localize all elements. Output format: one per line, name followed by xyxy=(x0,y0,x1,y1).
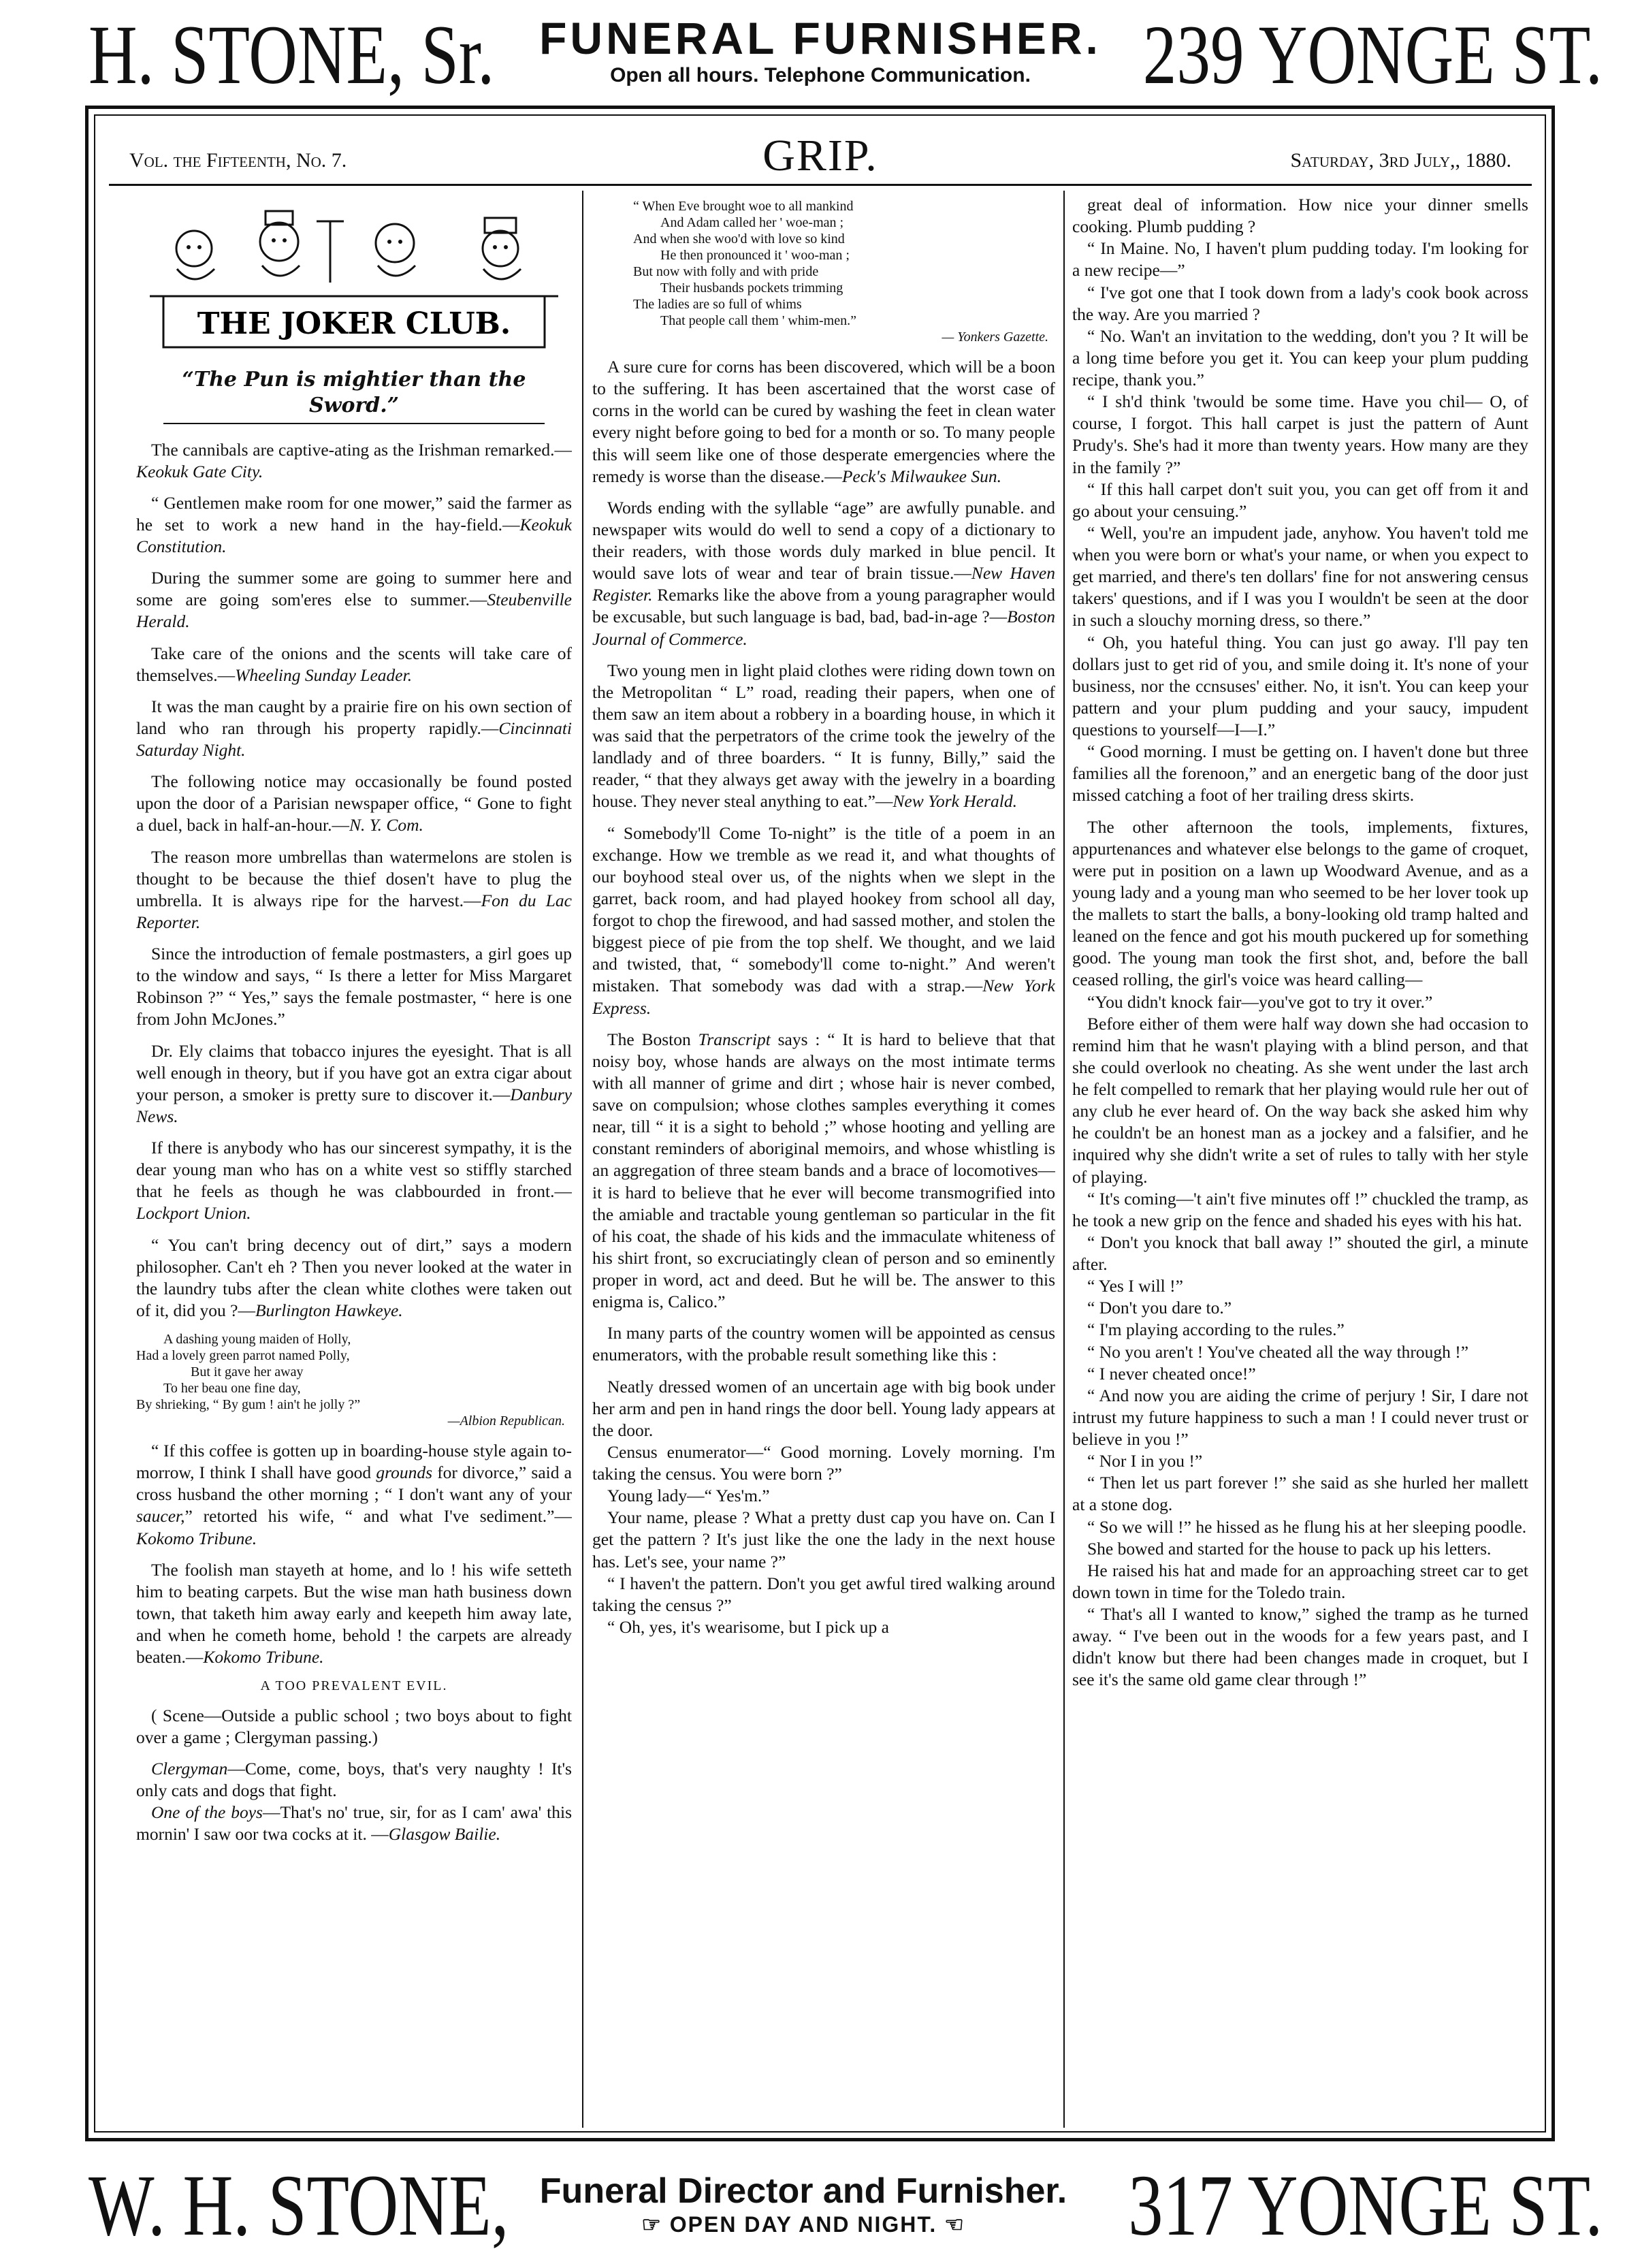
paragraph: She bowed and started for the house to pack up his letters. xyxy=(1087,1538,1492,1559)
paragraph: A sure cure for corns has been discovered, which will be a boon to the suffering. It has been ascertained that the worst case of corns in the world can be cured by washing the feet in clean water every night before going to bed for a month or so. To many people this will seem like one of those desperate emergencies where the remedy is worse than the disease.—Peck's Milwaukee Sun. xyxy=(592,357,1055,486)
paragraph: One of the boys—That's no' true, sir, for as I cam' awa' this mornin' I saw oor twa cocks at it. —Glasgow Bailie. xyxy=(136,1802,572,1844)
masthead xyxy=(109,126,1532,180)
paragraph: “ I've got one that I took down from a lady's cook book across the way. Are you married ? xyxy=(1072,282,1528,324)
section-motto: “The Pun is mightier than the Sword.” xyxy=(182,368,526,417)
masthead-rule xyxy=(109,184,1532,186)
paragraph: Clergyman—Come, come, boys, that's very naughty ! It's only cats and dogs that fight. xyxy=(136,1758,572,1800)
top-ad-name: H. STONE, Sr. xyxy=(89,8,495,101)
poem: “ When Eve brought woe to all mankind And Adam called her ' woe-man ; And when she woo'd with love so kind He then pronounced it ' woo-man ; But now with folly and with pride Their husbands pockets trimming The ladies are so full of whims That people call them ' whim-men.” — Yonkers Gazette. xyxy=(592,198,1055,345)
paragraph: “ Don't you dare to.” xyxy=(1087,1298,1232,1318)
top-ad-subtitle: Open all hours. Telephone Communication. xyxy=(610,64,1031,86)
banner-text: THE JOKER CLUB. xyxy=(197,306,511,341)
paragraph: In many parts of the country women will be appointed as census enumerators, with the probable result something like this : xyxy=(592,1323,1055,1365)
paragraph: “ Nor I in you !” xyxy=(1087,1451,1203,1471)
source-citation: Glasgow Bailie. xyxy=(388,1824,501,1844)
paragraph: “ That's all I wanted to know,” sighed the tramp as he turned away. “ I've been out in the woods for a few years past, and I didn't know but there had been changes made in croquet, but I see it's the same old game clear through !” xyxy=(1072,1604,1528,1690)
paragraph: It was the man caught by a prairie fire on his own section of land who ran through his property rapidly.—Cincinnati Saturday Night. xyxy=(136,696,572,761)
paragraph: The reason more umbrellas than watermelons are stolen is thought to be because the thief dosen't have to plug the umbrella. It is always ripe for the harvest.—Fon du Lac Reporter. xyxy=(136,846,572,932)
bottom-ad-address: 317 YONGE ST. xyxy=(1128,2157,1603,2254)
source-citation: Keokuk Gate City. xyxy=(136,461,263,481)
source-citation: Peck's Milwaukee Sun. xyxy=(841,466,1001,486)
paragraph: “ I'm playing according to the rules.” xyxy=(1087,1320,1345,1340)
paragraph: Take care of the onions and the scents will take care of themselves.—Wheeling Sunday Leader. xyxy=(136,643,572,685)
limerick: A dashing young maiden of Holly, Had a lovely green parrot named Polly, But it gave her away To her beau one fine day, By shrieking, “ By gum ! ain't he jolly ?” —Albion Republican. xyxy=(136,1331,572,1429)
bottom-ad-name: W. H. STONE, xyxy=(89,2157,509,2254)
source-citation: Danbury News. xyxy=(136,1084,572,1126)
paragraph: “You didn't knock fair—you've got to try it over.” xyxy=(1087,991,1433,1012)
paragraph: “ I haven't the pattern. Don't you get awful tired walking around taking the census ?” xyxy=(592,1573,1055,1615)
paragraph: If there is anybody who has our sincerest sympathy, it is the dear young man who has on a white vest so stiffly starched that he feels as though he was clabbourded in front.—Lockport Union. xyxy=(136,1138,572,1224)
top-ad-title: FUNERAL FURNISHER. xyxy=(539,13,1102,63)
paragraph: Census enumerator—“ Good morning. Lovely morning. I'm taking the census. You were born ?” xyxy=(592,1441,1055,1484)
column-divider xyxy=(582,191,583,2128)
source-citation: Keokuk Constitution. xyxy=(136,514,572,557)
paragraph: During the summer some are going to summer here and some are going som'eres else to summer.—Steubenville Herald. xyxy=(136,568,572,632)
bottom-ad-center xyxy=(504,2171,1103,2237)
paragraph: Words ending with the syllable “age” are awfully punable. and newspaper wits would do well to send a copy of a dictionary to their readers, with those words duly marked in blue pencil. It would save lots of wear and tear of brain tissue.—New Haven Register. Remarks like the above from a young paragrapher would be excusable, but such language is bad, bad, bad-in-age ?—Boston Journal of Commerce. xyxy=(592,497,1055,649)
paragraph: He raised his hat and made for an approaching street car to get down town in time for the Toledo train. xyxy=(1072,1560,1528,1602)
column-divider xyxy=(1063,191,1065,2128)
column-1 xyxy=(136,194,572,2107)
paragraph: “ Gentlemen make room for one mower,” said the farmer as he set to work a new hand in the hay-field.—Keokuk Constitution. xyxy=(136,492,572,557)
bottom-ad-subtitle: ☞ OPEN DAY AND NIGHT. ☜ xyxy=(641,2212,965,2237)
paragraph: “ And now you are aiding the crime of perjury ! Sir, I dare not intrust my future happiness to such a man ! I could never trust or believe in you !” xyxy=(1072,1385,1528,1449)
paragraph: great deal of information. How nice your dinner smells cooking. Plumb pudding ? xyxy=(1072,195,1528,237)
paragraph: Since the introduction of female postmasters, a girl goes up to the window and says, “ Is there a letter for Miss Margaret Robinson ?” “ Yes,” says the female postmaster, “ here is one from John McJones.” xyxy=(136,944,572,1029)
source-citation: Fon du Lac Reporter. xyxy=(136,890,572,932)
paragraph: The following notice may occasionally be found posted upon the door of a Parisian newspaper office, “ Gone to fight a duel, back in half-an-hour.—N. Y. Com. xyxy=(136,771,572,835)
paragraph: “ Somebody'll Come To-night” is the title of a poem in an exchange. How we tremble as we read it, and what thoughts of our boyhood steal over us, of the nights when we slept in the garret, back room, and had played hookey from school all day, forgot to chop the firewood, and had sassed mother, and stolen the biggest piece of pie from the top shelf. We thought, and we laid and twisted, that, “ somebody'll come to-night.” And weren't mistaken. That somebody was dad with a strap.—New York Express. xyxy=(592,822,1055,1018)
paragraph: “ It's coming—'t ain't five minutes off !” chuckled the tramp, as he took a new grip on the fence and shaded his eyes with his hat. xyxy=(1072,1188,1528,1230)
source-citation: Kokomo Tribune. xyxy=(136,1528,257,1548)
issue-date: Saturday, 3rd July,, 1880. xyxy=(1290,149,1511,172)
source-citation: Lockport Union. xyxy=(136,1203,251,1224)
source-citation: — Yonkers Gazette. xyxy=(942,330,1048,345)
paragraph: Dr. Ely claims that tobacco injures the eyesight. That is all well enough in theory, but if you have got an extra cigar about your person, a smoker is pretty sure to discover it.—Danbury News. xyxy=(136,1040,572,1126)
source-citation: Cincinnati Saturday Night. xyxy=(136,718,572,761)
article-heading: A TOO PREVALENT EVIL. xyxy=(260,1678,448,1694)
top-ad-address: 239 YONGE ST. xyxy=(1142,8,1603,101)
paragraph: Neatly dressed women of an uncertain age with big book under her arm and pen in hand rings the door bell. Young lady appears at the door. xyxy=(592,1376,1055,1440)
column-3 xyxy=(1072,194,1528,2107)
source-citation: New York Herald. xyxy=(893,791,1017,812)
joker-club-illustration xyxy=(136,194,572,357)
source-citation: N. Y. Com. xyxy=(349,815,423,835)
source-citation: Steubenville Herald. xyxy=(136,590,572,632)
paragraph: Before either of them were half way down she had occasion to remind him that he wasn't playing with a blind person, and that she could overlook no cheating. As she went under the last arch he felt compelled to remark that her playing would rule her out of any club he ever heard of. On the way back she asked him why he couldn't be an honest man as a jockey and a falsifier, and he inquired why she didn't write a set of rules to tally with her style of playing. xyxy=(1072,1013,1528,1187)
top-advertisement xyxy=(0,0,1640,102)
paragraph: “ Then let us part forever !” she said as she hurled her mallett at a stone dog. xyxy=(1072,1473,1528,1515)
paragraph: “ In Maine. No, I haven't plum pudding today. I'm looking for a new recipe—” xyxy=(1072,238,1528,281)
paragraph: “ Good morning. I must be getting on. I haven't done but three families all the forenoon,” and an energetic bang of the door just missed catching a foot of her trailing dress skirts. xyxy=(1072,741,1528,805)
paragraph: “ No you aren't ! You've cheated all the way through !” xyxy=(1087,1341,1469,1362)
source-citation: Burlington Hawkeye. xyxy=(255,1300,403,1320)
source-citation: —Albion Republican. xyxy=(447,1413,565,1429)
paragraph: “ Yes I will !” xyxy=(1087,1276,1183,1296)
paragraph: The foolish man stayeth at home, and lo ! his wife setteth him to beating carpets. But the wise man hath business down town, that taketh him away early and keepeth him away late, and when he cometh home, behold ! the carpets are already beaten.—Kokomo Tribune. xyxy=(136,1559,572,1667)
volume-number: Vol. the Fifteenth, No. 7. xyxy=(129,149,347,172)
paragraph: “ You can't bring decency out of dirt,” says a modern philosopher. Can't eh ? Then you never looked at the water in the laundry tubs after the clean white clothes were taken out of it, did you ?—Burlington Hawkeye. xyxy=(136,1234,572,1320)
paragraph: “ I never cheated once!” xyxy=(1087,1363,1256,1384)
source-citation: Wheeling Sunday Leader. xyxy=(235,665,413,685)
source-citation: New York Express. xyxy=(592,976,1055,1018)
paragraph: ( Scene—Outside a public school ; two boys about to fight over a game ; Clergyman passing.) xyxy=(136,1705,572,1747)
paragraph: The cannibals are captive-ating as the Irishman remarked.—Keokuk Gate City. xyxy=(136,439,572,481)
source-citation: Kokomo Tribune. xyxy=(203,1647,324,1667)
paragraph: “ I sh'd think 'twould be some time. Have you chil— O, of course, I forgot. This hall carpet is just the pattern of Aunt Prudy's. She's had it more than twenty years. How many are they in the family ?” xyxy=(1072,392,1528,477)
top-ad-center xyxy=(507,12,1133,87)
paragraph: “ If this hall carpet don't suit you, you can get off from it and go about your censuing.” xyxy=(1072,479,1528,521)
source-citation: New Haven Register. xyxy=(592,563,1055,605)
paragraph: Young lady—“ Yes'm.” xyxy=(607,1486,770,1506)
newspaper-title: GRIP. xyxy=(762,131,878,180)
paragraph: “ Well, you're an impudent jade, anyhow. You haven't told me when you were born or what's your name, or when you expect to get married, and there's ten dollars' fine for not answering census takers' questions, and if I was you I wouldn't be seen at the door in such a slouchy morning dress, so there.” xyxy=(1072,522,1528,630)
paragraph: The other afternoon the tools, implements, fixtures, appurtenances and whatever else belongs to the game of croquet, were put in position on a lawn up Woodward Avenue, and as a young lady and a young man who seemed to be her lover took up the mallets to start the balls, a bony-looking old tramp halted and leaned on the fence and got his mouth puckered up for something good. The young man took the first shot, and, before the ball ceased rolling, the girl's voice was heard calling— xyxy=(1072,816,1528,990)
paragraph: “ If this coffee is gotten up in boarding-house style again to-morrow, I think I shall have good grounds for divorce,” said a cross husband the other morning ; “ I don't want any of your saucer,” retorted his wife, “ and what I've sediment.”—Kokomo Tribune. xyxy=(136,1441,572,1548)
paragraph: The Boston Transcript says : “ It is hard to believe that that noisy boy, whose hands are always on the most intimate terms with all manner of grime and dirt ; whose hair is never combed, save on compulsion; whose clothes samples everything it comes near, till “ it is a sight to behold ;” whose hooting and yelling are constant reminders of aboriginal memoirs, and whose whistling is an aggregation of three steam bands and a brace of locomotives—it is hard to believe that he ever will become transmogrified into the amiable and tractable young gentleman so particular in the fit of his coat, the shade of his kids and the immaculate whiteness of his shirt front, so excruciatingly clean of person and so eminently proper in word, act and deed. But he will be. The answer to this enigma is, Calico.” xyxy=(592,1029,1055,1312)
paragraph: “ Oh, you hateful thing. You can just go away. I'll pay ten dollars just to get rid of you, and smile doing it. It's none of your business, nor the ccnsuses' either. No, it isn't. You can keep your pattern and your plum pudding and your saucy, impudent questions to yourself—I—I.” xyxy=(1072,632,1528,739)
paragraph: Your name, please ? What a pretty dust cap you have on. Can I get the pattern ? It's just like the one the lady in the next house has. Let's see, your name ?” xyxy=(592,1507,1055,1571)
bottom-ad-title: Funeral Director and Furnisher. xyxy=(539,2171,1067,2211)
paragraph: Two young men in light plaid clothes were riding down town on the Metropolitan “ L” road, reading their papers, when one of them saw an item about a robbery in a boarding house, in which it was said that the perpetrators of the crime took the jewelry of the landlady and of three boarders. “ It is funny, Billy,” said the reader, “ that they always get away with the jewelry in a boarding house. They never steal anything to eat.”—New York Herald. xyxy=(592,660,1055,812)
paragraph: “ So we will !” he hissed as he flung his at her sleeping poodle. xyxy=(1087,1516,1527,1537)
paragraph: “ Don't you knock that ball away !” shouted the girl, a minute after. xyxy=(1072,1232,1528,1274)
paragraph: “ No. Wan't an invitation to the wedding, don't you ? It will be a long time before you get it. You can keep your plum pudding recipe, thank you.” xyxy=(1072,325,1528,389)
paragraph: “ Oh, yes, it's wearisome, but I pick up a xyxy=(607,1616,889,1637)
column-2 xyxy=(592,194,1055,2107)
bottom-advertisement xyxy=(0,2152,1640,2261)
divider xyxy=(163,423,545,424)
source-citation: Boston Journal of Commerce. xyxy=(592,607,1055,649)
